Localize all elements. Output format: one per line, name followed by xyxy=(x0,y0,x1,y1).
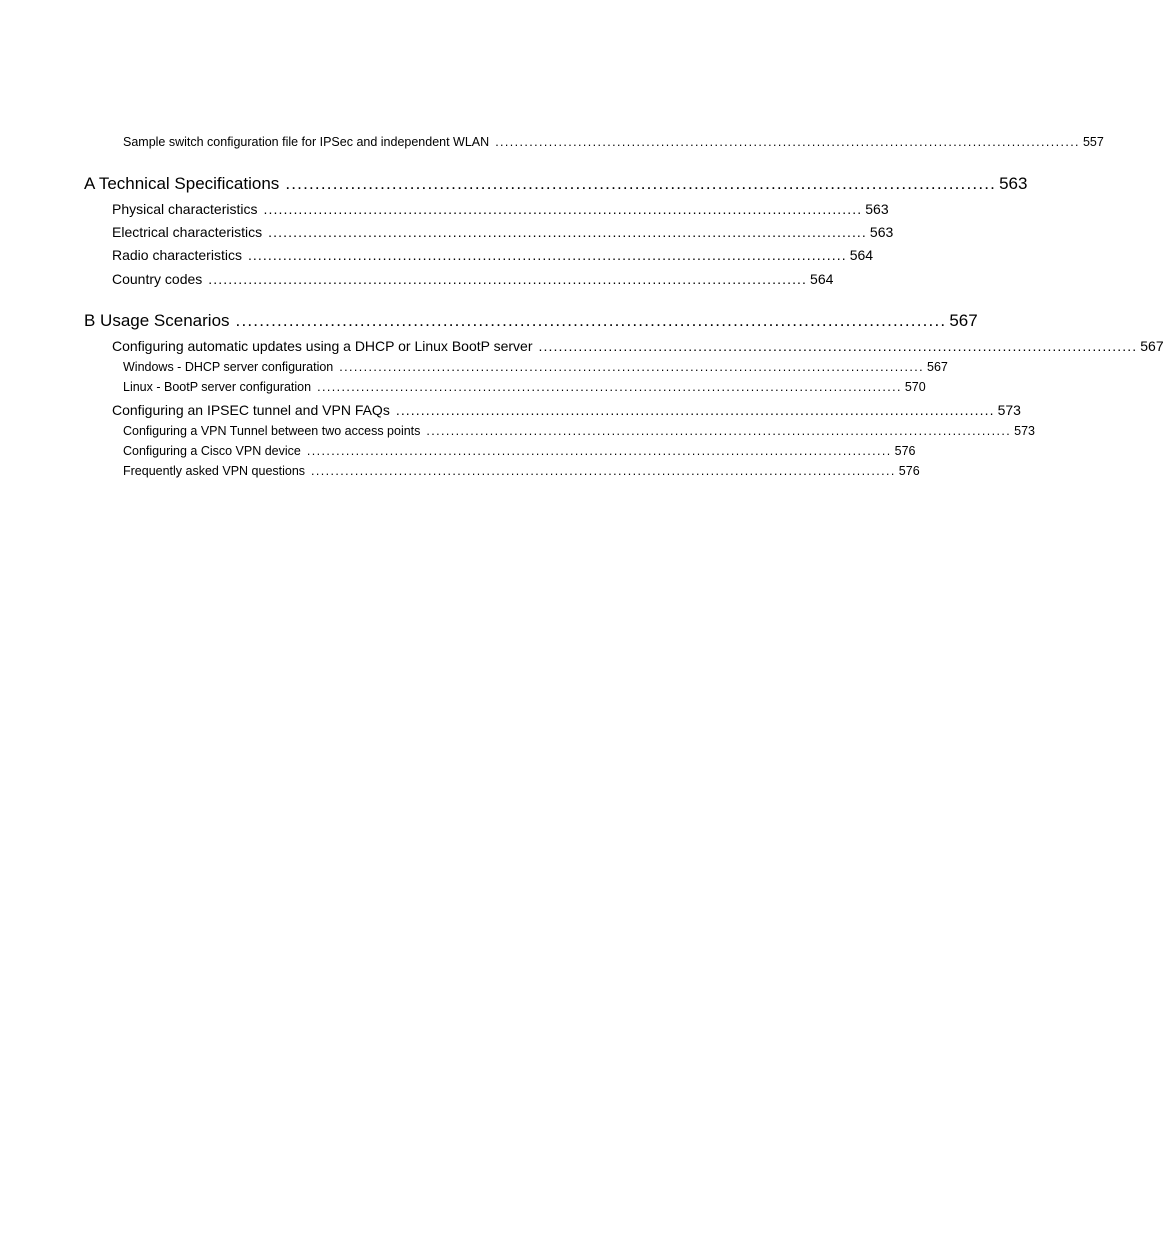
toc-dot-leader: ........................................................................................................................ xyxy=(317,380,902,394)
toc-section-page: 563 xyxy=(865,201,889,217)
toc-subsection-entry[interactable] xyxy=(123,444,916,458)
toc-section-page: 564 xyxy=(810,271,834,287)
toc-section-entry[interactable] xyxy=(112,338,1164,354)
toc-dot-leader: ........................................................................................................................ xyxy=(495,135,1080,149)
toc-chapter-entry[interactable] xyxy=(84,311,978,331)
toc-dot-leader: ........................................................................................................................ xyxy=(339,360,925,374)
toc-subsection-title: Linux - BootP server configuration xyxy=(123,380,312,394)
toc-section-title: Electrical characteristics xyxy=(112,224,263,240)
toc-entry-title: Sample switch configuration file for IPSec and independent WLAN xyxy=(123,135,490,149)
toc-chapter-title: B Usage Scenarios xyxy=(84,311,230,330)
toc-chapter-entry[interactable] xyxy=(84,174,1028,194)
toc-section-page: 564 xyxy=(849,247,874,263)
toc-subsection-entry[interactable] xyxy=(123,380,926,394)
toc-dot-leader: ........................................................................................................................ xyxy=(263,201,863,217)
toc-subsection-title: Frequently asked VPN questions xyxy=(123,464,306,478)
toc-section-entry[interactable] xyxy=(112,201,889,217)
toc-dot-leader: ........................................................................................................................ xyxy=(285,174,997,193)
toc-subsection-entry[interactable] xyxy=(123,464,920,478)
toc-section-page: 573 xyxy=(997,402,1021,418)
toc-section-title: Configuring automatic updates using a DHCP or Linux BootP server xyxy=(112,338,533,354)
toc-section-title: Physical characteristics xyxy=(112,201,258,217)
toc-subsection-entry[interactable] xyxy=(123,424,1036,438)
toc-dot-leader: ........................................................................................................................ xyxy=(268,224,867,240)
toc-subsection-page: 570 xyxy=(904,380,926,394)
toc-section-title: Country codes xyxy=(112,271,203,287)
toc-dot-leader: ........................................................................................................................ xyxy=(247,247,847,263)
toc-subsection-page: 576 xyxy=(898,464,920,478)
toc-chapter-page: 567 xyxy=(949,311,978,330)
toc-dot-leader: ........................................................................................................................ xyxy=(235,311,947,330)
toc-subsection-title: Configuring a Cisco VPN device xyxy=(123,444,301,458)
toc-section-title: Configuring an IPSEC tunnel and VPN FAQs xyxy=(112,402,390,418)
toc-section-title: Radio characteristics xyxy=(112,247,242,263)
toc-section-page: 567 xyxy=(1140,338,1164,354)
toc-section-entry[interactable] xyxy=(112,224,894,240)
toc-subsection-title: Windows - DHCP server configuration xyxy=(123,360,334,374)
toc-dot-leader: ........................................................................................................................ xyxy=(311,464,896,478)
toc-subsection-page: 576 xyxy=(894,444,916,458)
toc-dot-leader: ........................................................................................................................ xyxy=(395,402,995,418)
toc-chapter-title: A Technical Specifications xyxy=(84,174,280,193)
toc-entry-page: 557 xyxy=(1082,135,1104,149)
toc-entry[interactable] xyxy=(123,135,1104,149)
toc-subsection-title: Configuring a VPN Tunnel between two access points xyxy=(123,424,421,438)
toc-chapter-page: 563 xyxy=(999,174,1028,193)
toc-dot-leader: ........................................................................................................................ xyxy=(426,424,1012,438)
toc-section-entry[interactable] xyxy=(112,402,1021,418)
toc-section-entry[interactable] xyxy=(112,247,874,263)
toc-subsection-entry[interactable] xyxy=(123,360,948,374)
toc-subsection-page: 567 xyxy=(927,360,948,374)
toc-subsection-page: 573 xyxy=(1014,424,1036,438)
toc-dot-leader: ........................................................................................................................ xyxy=(306,444,892,458)
toc-section-entry[interactable] xyxy=(112,271,834,287)
toc-dot-leader: ........................................................................................................................ xyxy=(208,271,808,287)
toc-section-page: 563 xyxy=(869,224,894,240)
toc-dot-leader: ........................................................................................................................ xyxy=(538,338,1138,354)
